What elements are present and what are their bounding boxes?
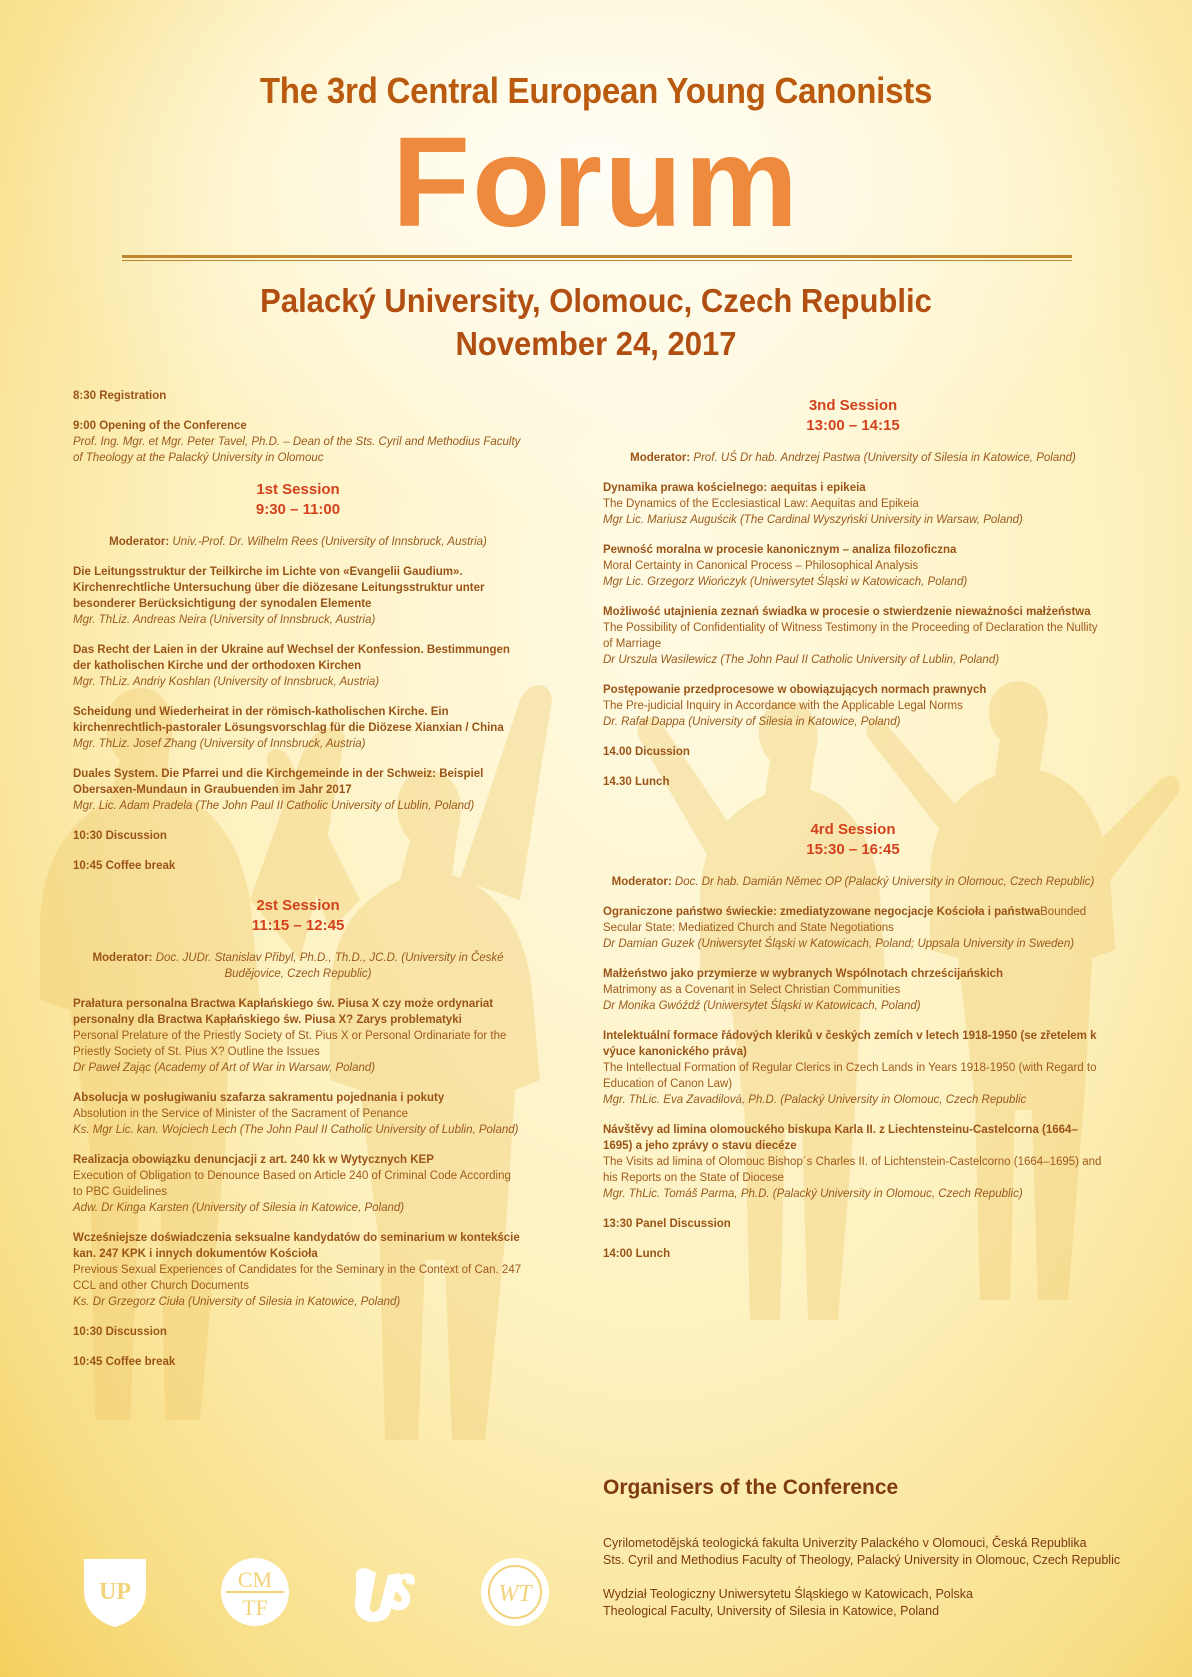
- talk-translation: Moral Certainty in Canonical Process – Philosophical Analysis: [603, 560, 919, 572]
- talk-item: [73, 996, 523, 1076]
- talk-speaker: Mgr Lic. Mariusz Auguścik (The Cardinal Wyszyński University in Warsaw, Poland): [603, 514, 1023, 526]
- talk-translation: The Visits ad limina of Olomouc Bishop´s Charles II. of Lichtenstein-Castelcorno (1664–1695) and his Reports on the State of Diocese: [603, 1156, 1102, 1184]
- talk-item: [603, 1122, 1103, 1202]
- talk-item: [603, 904, 1103, 952]
- talk-title: Prałatura personalna Bractwa Kapłańskiego św. Piusa X czy może ordynariat personalny dla Bractwa Kapłańskiego św. Piusa X? Zarys problematyki: [73, 998, 494, 1026]
- moderator-name: Doc. Dr hab. Damián Němec OP (Palacký University in Olomouc, Czech Republic): [674, 876, 1095, 888]
- organiser-logos: [70, 1555, 590, 1635]
- talk-item: [73, 704, 523, 752]
- talk-title: Pewność moralna w procesie kanonicznym – analiza filozoficzna: [603, 544, 957, 556]
- opening-speaker: Prof. Ing. Mgr. et Mgr. Peter Tavel, Ph.D. – Dean of the Sts. Cyril and Methodius Faculty of Theology at the Palacký University in Olomouc: [73, 436, 521, 464]
- discussion-item: 14.00 Dicussion: [603, 746, 690, 758]
- theological-faculty-katowice-logo: [478, 1555, 552, 1629]
- moderator-label: Moderator:: [109, 536, 170, 548]
- discussion-item: 10:30 Discussion: [73, 830, 167, 842]
- talk-title: Ograniczone państwo świeckie: zmediatyzowane negocjacje Kościoła i państwa: [603, 906, 1041, 918]
- venue-heading: Palacký University, Olomouc, Czech Republic: [260, 282, 932, 319]
- lunch-item: 14:00 Lunch: [603, 1248, 671, 1260]
- organisers-title: Organisers of the Conference: [603, 1476, 899, 1499]
- talk-speaker: Mgr. ThLic. Tomáš Parma, Ph.D. (Palacký University in Olomouc, Czech Republic): [603, 1188, 1023, 1200]
- program-right-column: [603, 396, 1103, 1276]
- talk-translation: Bounded Secular State: Mediatized Church and State Negotiations: [603, 906, 1087, 934]
- talk-speaker: Dr Monika Gwóźdź (Uniwersytet Śląski w Katowicach, Poland): [603, 1000, 921, 1012]
- title-divider: [122, 255, 1072, 258]
- talk-item: [603, 1028, 1103, 1108]
- talk-item: [73, 1230, 523, 1310]
- talk-translation: Execution of Obligation to Denounce Based on Article 240 of Criminal Code According to PBC Guidelines: [73, 1170, 511, 1198]
- session-1-header: [73, 480, 523, 520]
- session-2-header: [73, 896, 523, 936]
- talk-item: [73, 642, 523, 690]
- talk-item: [73, 564, 523, 628]
- session-3-header: [603, 396, 1103, 436]
- talk-translation: The Intellectual Formation of Regular Clerics in Czech Lands in Years 1918-1950 (with Regard to Education of Canon Law): [603, 1062, 1097, 1090]
- lunch-item: 14.30 Lunch: [603, 776, 670, 788]
- opening-title: 9:00 Opening of the Conference: [73, 420, 247, 432]
- talk-translation: The Pre-judicial Inquiry in Accordance with the Applicable Legal Norms: [603, 700, 963, 712]
- session-3-time: 13:00 – 14:15: [806, 417, 900, 434]
- talk-speaker: Mgr. ThLiz. Andriy Koshlan (University of Innsbruck, Austria): [73, 676, 380, 688]
- talk-title-line: [603, 904, 1103, 936]
- palacky-university-logo: [78, 1555, 152, 1629]
- moderator-label: Moderator:: [630, 452, 691, 464]
- session-4-header: [603, 820, 1103, 860]
- moderator-name: Univ.-Prof. Dr. Wilhelm Rees (University of Innsbruck, Austria): [172, 536, 487, 548]
- conference-series-title: The 3rd Central European Young Canonists: [259, 70, 933, 111]
- talk-translation: Absolution in the Service of Minister of the Sacrament of Penance: [73, 1108, 408, 1120]
- session-2-time: 11:15 – 12:45: [251, 917, 345, 934]
- talk-item: [603, 542, 1103, 590]
- program-left-column: [73, 388, 523, 1384]
- talk-speaker: Mgr. ThLiz. Andreas Neira (University of Innsbruck, Austria): [73, 614, 376, 626]
- date-heading: November 24, 2017: [455, 325, 737, 362]
- talk-translation: The Dynamics of the Ecclesiastical Law: Aequitas and Epikeia: [603, 498, 919, 510]
- session-1-title: 1st Session: [256, 481, 340, 498]
- session-2-moderator: [73, 950, 523, 982]
- talk-title: Scheidung und Wiederheirat in der römisch-katholischen Kirche. Ein kirchenrechtlich-pastoraler Lösungsvorschlag für die Diözese Xianxian / China: [73, 706, 504, 734]
- talk-translation: Matrimony as a Covenant in Select Christian Communities: [603, 984, 901, 996]
- title-divider-thin: [122, 260, 1072, 261]
- moderator-name: Prof. UŚ Dr hab. Andrzej Pastwa (University of Silesia in Katowice, Poland): [693, 452, 1076, 464]
- talk-title: Das Recht der Laien in der Ukraine auf Wechsel der Konfession. Bestimmungen der katholischen Kirche und der orthodoxen Kirchen: [73, 644, 510, 672]
- talk-speaker: Dr Paweł Zając (Academy of Art of War in Warsaw, Poland): [73, 1062, 376, 1074]
- break-item: 10:45 Coffee break: [73, 860, 176, 872]
- talk-item: [73, 1152, 523, 1216]
- cmtf-faculty-logo: [218, 1555, 292, 1629]
- forum-title: Forum: [391, 111, 801, 254]
- svg-text:WT: WT: [498, 1581, 532, 1607]
- talk-item: [603, 682, 1103, 730]
- talk-title: Realizacja obowiązku denuncjacji z art. 240 kk w Wytycznych KEP: [73, 1154, 434, 1166]
- discussion-item: 10:30 Discussion: [73, 1326, 167, 1338]
- talk-translation: Personal Prelature of the Priestly Society of St. Pius X or Personal Ordinariate for the Priestly Society of St. Pius X? Outline the Issues: [73, 1030, 507, 1058]
- talk-speaker: Mgr Lic. Grzegorz Wiończyk (Uniwersytet Śląski w Katowicach, Poland): [603, 576, 968, 588]
- organiser-block-katowice: [603, 1586, 1163, 1620]
- session-4-time: 15:30 – 16:45: [806, 841, 900, 858]
- session-4-moderator: [603, 874, 1103, 890]
- svg-text:UP: UP: [99, 1579, 131, 1605]
- talk-speaker: Mgr. Lic. Adam Pradela (The John Paul II Catholic University of Lublin, Poland): [73, 800, 475, 812]
- talk-speaker: Dr Urszula Wasilewicz (The John Paul II Catholic University of Lublin, Poland): [603, 654, 1000, 666]
- talk-speaker: Ks. Mgr Lic. kan. Wojciech Lech (The John Paul II Catholic University of Lublin, Poland): [73, 1124, 519, 1136]
- opening-item: [73, 418, 523, 466]
- registration-item: 8:30 Registration: [73, 390, 167, 402]
- talk-speaker: Dr Damian Guzek (Uniwersytet Śląski w Katowicach, Poland; Uppsala University in Sweden): [603, 938, 1075, 950]
- organiser-line: Sts. Cyril and Methodius Faculty of Theology, Palacký University in Olomouc, Czech Republic: [603, 1553, 1121, 1567]
- talk-item: [603, 966, 1103, 1014]
- talk-title: Duales System. Die Pfarrei und die Kirchgemeinde in der Schweiz: Beispiel Obersaxen-Mundaun in Graubuenden im Jahr 2017: [73, 768, 484, 796]
- talk-item: [73, 766, 523, 814]
- talk-speaker: Mgr. ThLiz. Josef Zhang (University of Innsbruck, Austria): [73, 738, 366, 750]
- discussion-item: 13:30 Panel Discussion: [603, 1218, 731, 1230]
- talk-speaker: Adw. Dr Kinga Karsten (University of Silesia in Katowice, Poland): [73, 1202, 405, 1214]
- talk-translation: The Possibility of Confidentiality of Witness Testimony in the Proceeding of Declaration the Nullity of Marriage: [603, 622, 1098, 650]
- talk-title: Postępowanie przedprocesowe w obowiązujących normach prawnych: [603, 684, 987, 696]
- moderator-label: Moderator:: [92, 952, 153, 964]
- break-item: 10:45 Coffee break: [73, 1356, 176, 1368]
- talk-item: [603, 604, 1103, 668]
- talk-item: [73, 1090, 523, 1138]
- session-2-title: 2st Session: [256, 897, 340, 914]
- talk-item: [603, 480, 1103, 528]
- organiser-block-olomouc: [603, 1535, 1163, 1569]
- svg-text:CM: CM: [237, 1567, 273, 1592]
- moderator-label: Moderator:: [611, 876, 672, 888]
- talk-speaker: Dr. Rafał Dappa (University of Silesia in Katowice, Poland): [603, 716, 901, 728]
- moderator-name: Doc. JUDr. Stanislav Přibyl, Ph.D., Th.D., JC.D. (University in České Budějovice, Czech Republic): [155, 952, 504, 980]
- session-4-title: 4rd Session: [810, 821, 896, 838]
- talk-title: Wcześniejsze doświadczenia seksualne kandydatów do seminarium w kontekście kan. 247 KPK i innych dokumentów Kościoła: [73, 1232, 520, 1260]
- talk-title: Návštěvy ad limina olomouckého biskupa Karla II. z Liechtensteinu-Castelcorna (1664–1695) a jeho zprávy o stavu diecéze: [603, 1124, 1078, 1152]
- organiser-line: Theological Faculty, University of Silesia in Katowice, Poland: [603, 1604, 940, 1618]
- session-1-moderator: [73, 534, 523, 550]
- organiser-line: Cyrilometodějská teologická fakulta Univerzity Palackého v Olomouci, Česká Republika: [603, 1536, 1087, 1550]
- talk-title: Absolucja w posługiwaniu szafarza sakramentu pojednania i pokuty: [73, 1092, 445, 1104]
- talk-title: Dynamika prawa kościelnego: aequitas i epikeia: [603, 482, 866, 494]
- talk-title: Możliwość utajnienia zeznań świadka w procesie o stwierdzenie nieważności małżeństwa: [603, 606, 1091, 618]
- talk-title: Die Leitungsstruktur der Teilkirche im Lichte von «Evangelii Gaudium». Kirchenrechtliche Untersuchung über die diözesane Leitungsstruktur unter besonderer Berücksichtigung der synodalen Elemente: [73, 566, 485, 610]
- session-1-time: 9:30 – 11:00: [255, 501, 341, 518]
- talk-title: Małżeństwo jako przymierze w wybranych Wspólnotach chrześcijańskich: [603, 968, 1004, 980]
- talk-speaker: Ks. Dr Grzegorz Ciuła (University of Silesia in Katowice, Poland): [73, 1296, 401, 1308]
- svg-text:TF: TF: [242, 1595, 268, 1620]
- session-3-moderator: [603, 450, 1103, 466]
- talk-title: Intelektuální formace řádových kleriků v českých zemích v letech 1918-1950 (se zřetelem k výuce kanonického práva): [603, 1030, 1097, 1058]
- session-3-title: 3nd Session: [808, 397, 898, 414]
- talk-speaker: Mgr. ThLic. Eva Zavadilová, Ph.D. (Palacký University in Olomouc, Czech Republic: [603, 1094, 1027, 1106]
- talk-translation: Previous Sexual Experiences of Candidates for the Seminary in the Context of Can. 247 CCL and other Church Documents: [73, 1264, 522, 1292]
- organiser-line: Wydział Teologiczny Uniwersytetu Śląskiego w Katowicach, Polska: [603, 1587, 973, 1601]
- university-of-silesia-logo: [348, 1555, 422, 1629]
